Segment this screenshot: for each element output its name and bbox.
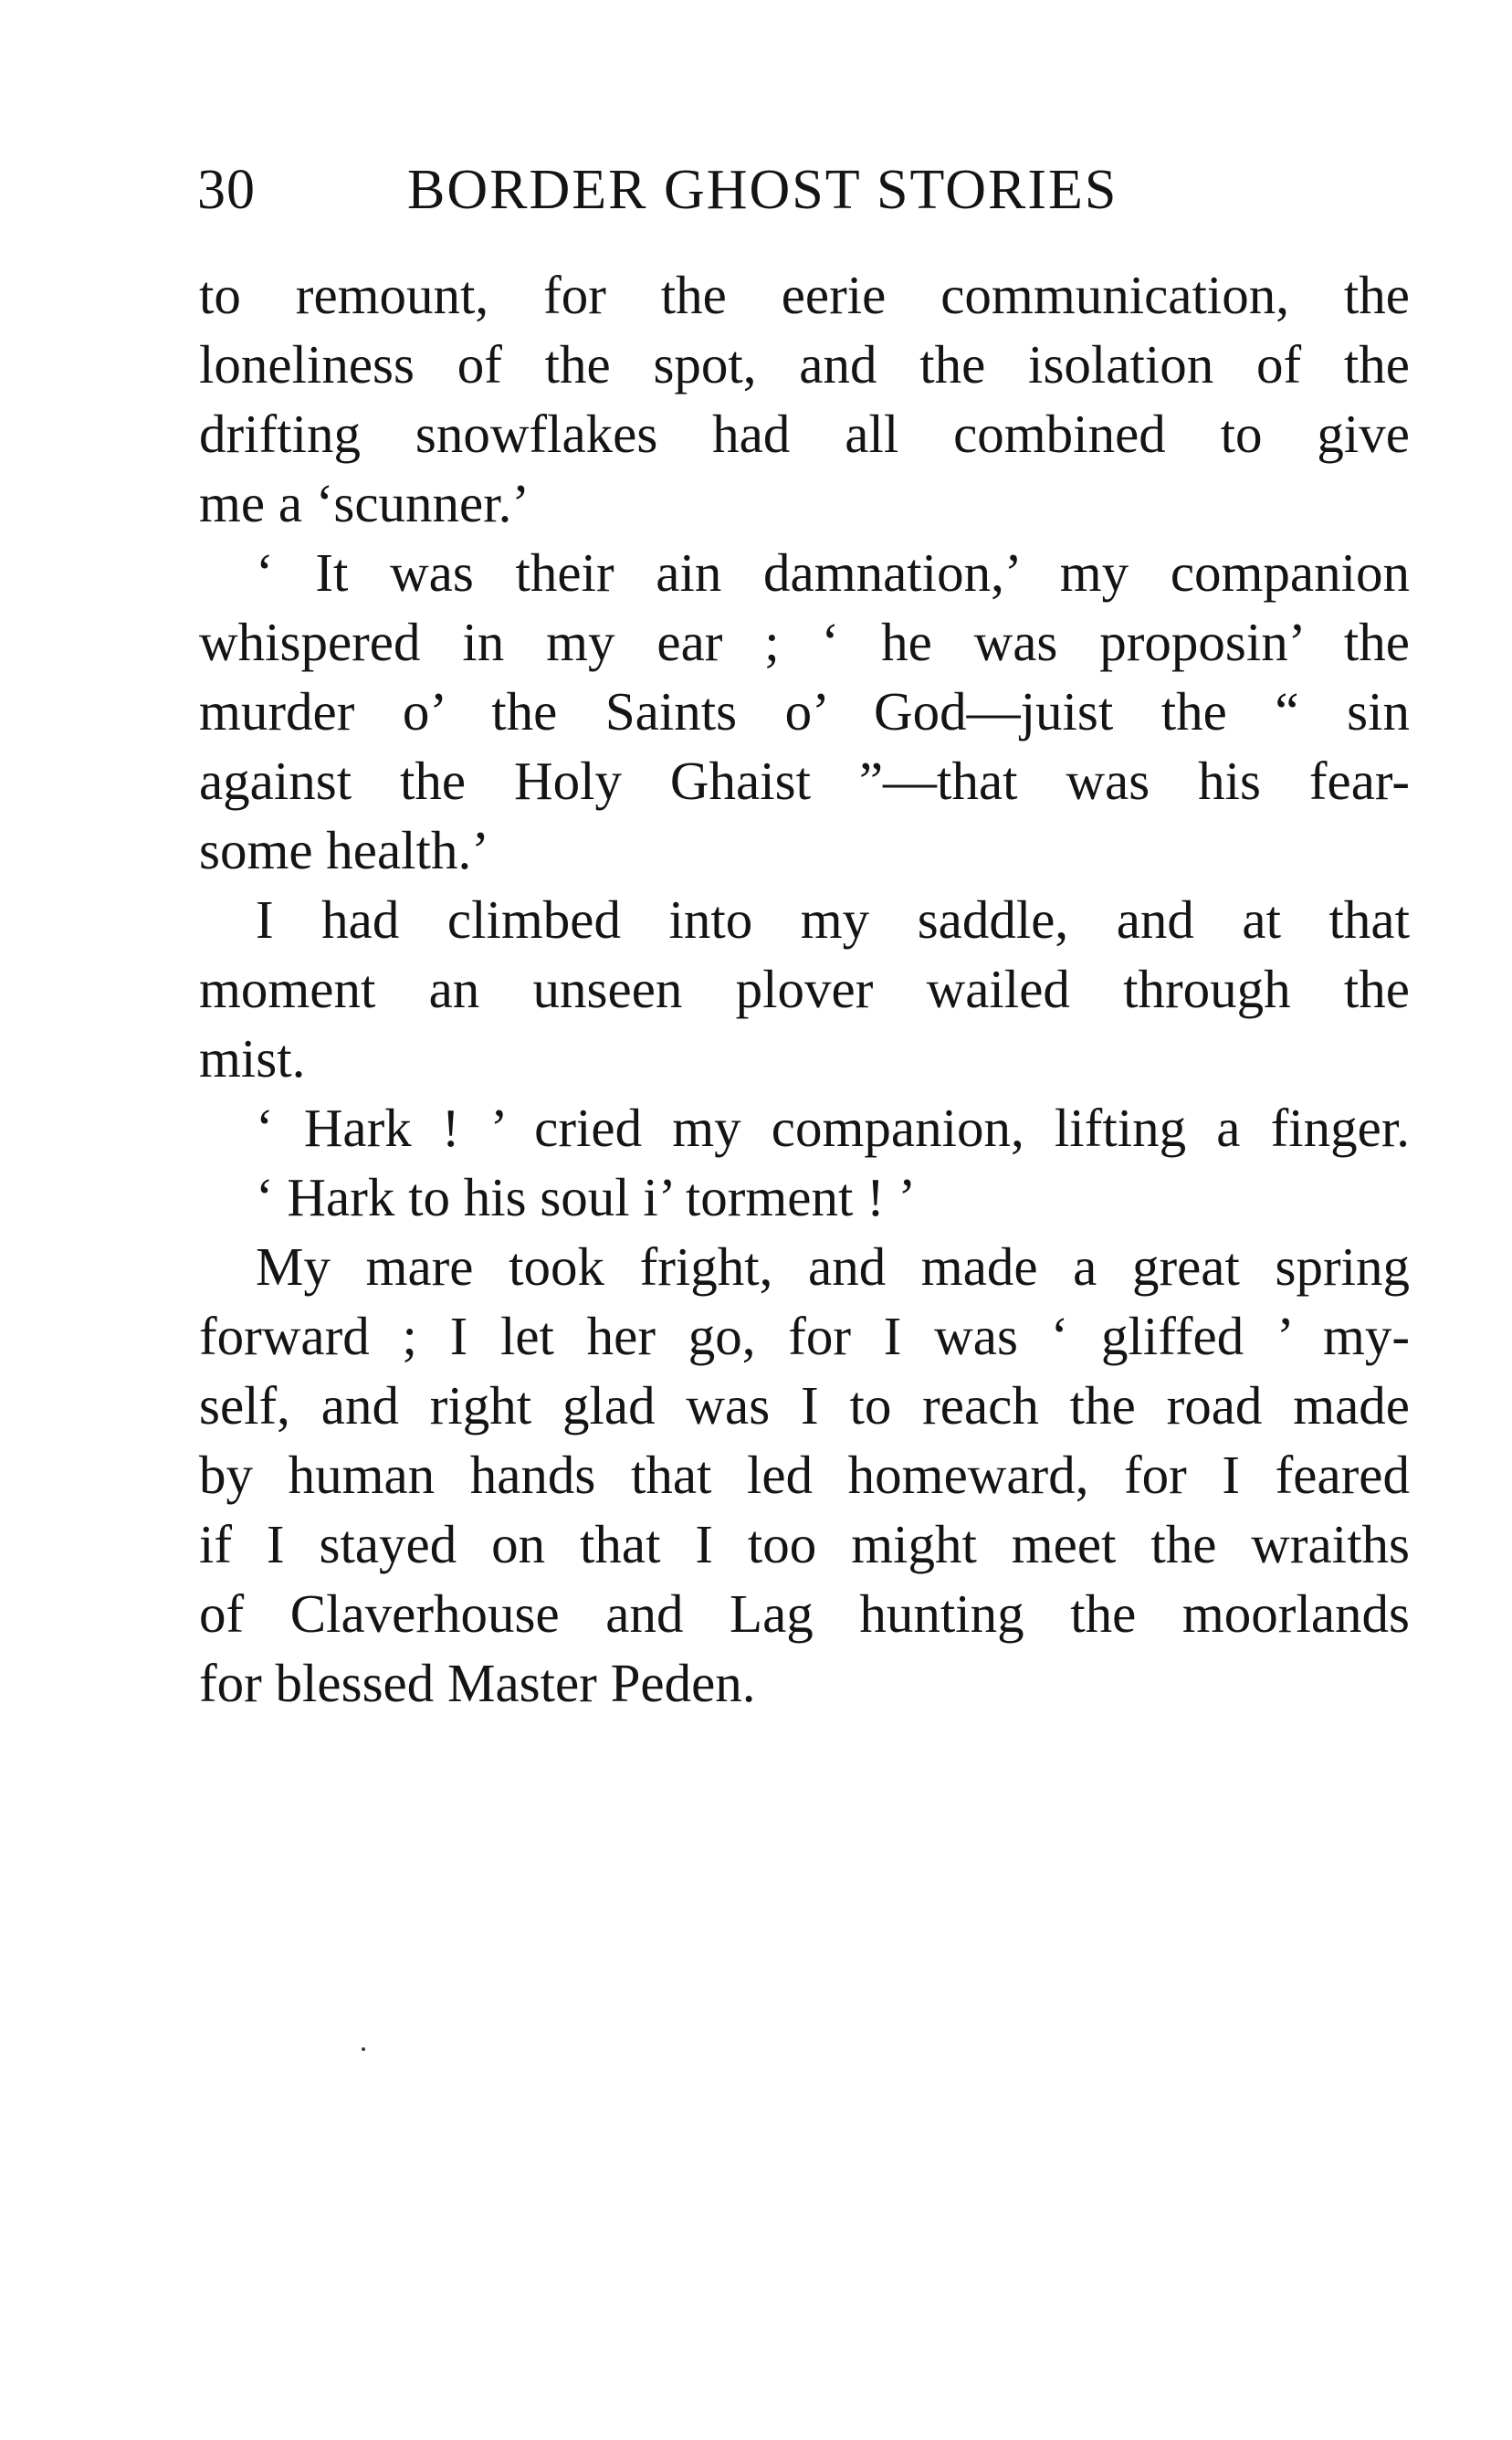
text-line: to remount, for the eerie communication, the [199,265,1410,325]
text-line: mist. [199,1028,306,1089]
text-line: against the Holy Ghaist ”—that was his fear- [199,751,1410,811]
paper-speck [362,2047,365,2051]
text-line: I had climbed into my saddle, and at that [256,889,1410,950]
page-header [197,153,1412,226]
text-line: whispered in my ear ; ‘ he was proposin’ the [199,612,1410,672]
text-line: me a ‘scunner.’ [199,473,530,533]
text-line: for blessed Master Peden. [199,1653,756,1713]
body-text [199,260,1410,1718]
text-line: forward ; I let her go, for I was ‘ gliffed ’ my- [199,1306,1410,1366]
text-line: murder o’ the Saints o’ God—juist the “ sin [199,681,1410,741]
text-line: drifting snowflakes had all combined to give [199,404,1410,464]
text-line: if I stayed on that I too might meet the wraiths [199,1514,1410,1574]
text-line: of Claverhouse and Lag hunting the moorlands [199,1583,1410,1644]
text-line: loneliness of the spot, and the isolation of the [199,334,1410,394]
running-title: BORDER GHOST STORIES [407,159,1118,221]
text-line: ‘ It was their ain damnation,’ my companion [256,542,1410,603]
text-line: self, and right glad was I to reach the road made [199,1375,1410,1436]
text-line: My mare took fright, and made a great spring [256,1236,1410,1297]
text-line: by human hands that led homeward, for I feared [199,1445,1410,1505]
text-line: ‘ Hark to his soul i’ torment ! ’ [256,1167,917,1227]
text-line: moment an unseen plover wailed through the [199,959,1410,1019]
text-line: ‘ Hark ! ’ cried my companion, lifting a finger. [256,1098,1410,1158]
page-number: 30 [197,159,256,221]
text-line: some health.’ [199,820,489,880]
